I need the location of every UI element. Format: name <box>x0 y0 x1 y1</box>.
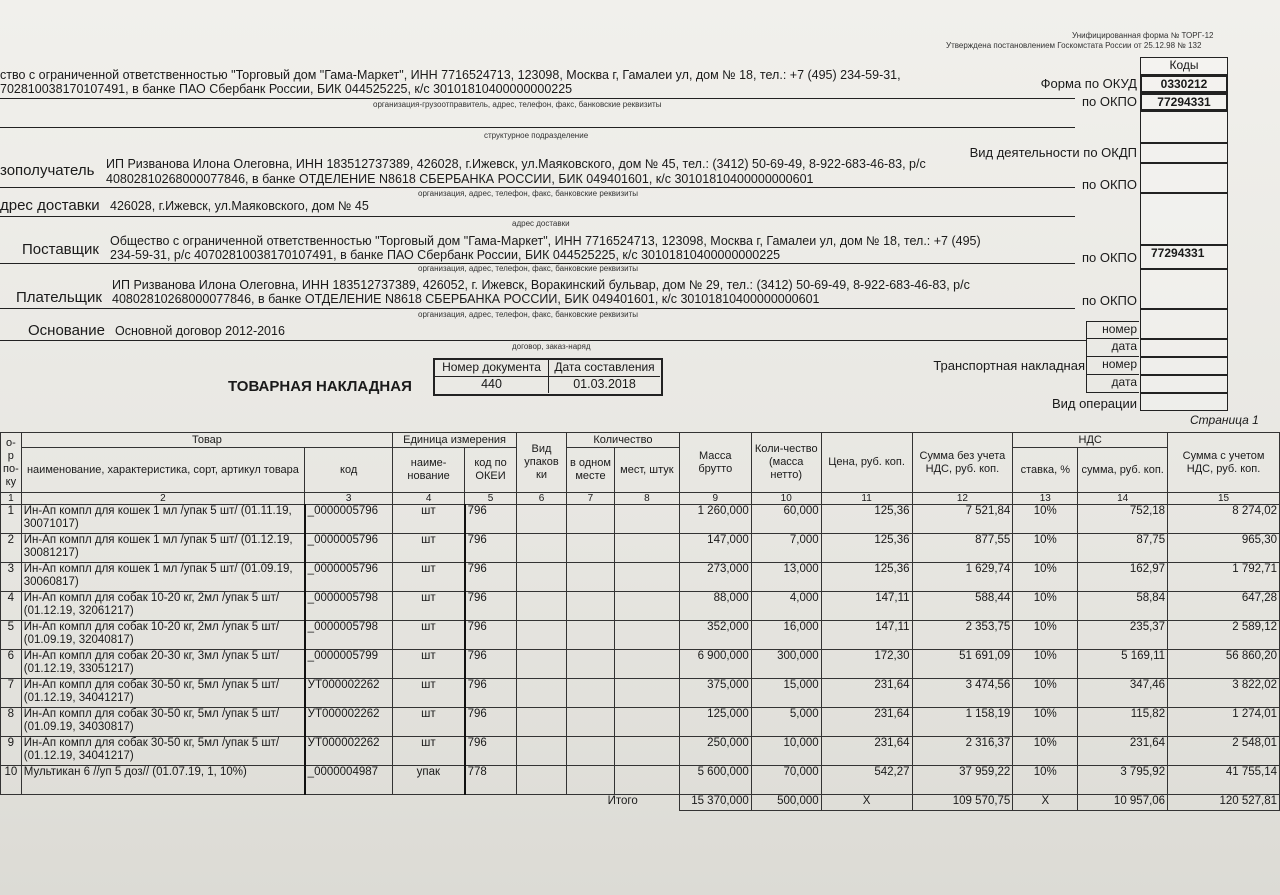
item-pack <box>517 766 567 795</box>
total-sum: 109 570,75 <box>912 795 1013 811</box>
item-unit: шт <box>393 592 465 621</box>
item-price: 147,11 <box>821 592 912 621</box>
item-net: 10,000 <box>751 737 821 766</box>
item-vat: 347,46 <box>1078 679 1168 708</box>
payer-line2: 40802810268000077846, в банке ОТДЕЛЕНИЕ N8618 СБЕРБАНКА РОССИИ, БИК 049401601, к/с 30101810400000000601 <box>112 292 820 306</box>
item-vat: 58,84 <box>1078 592 1168 621</box>
item-total: 8 274,02 <box>1168 505 1280 534</box>
item-total: 2 548,01 <box>1168 737 1280 766</box>
table-row <box>1 708 1280 737</box>
item-price: 172,30 <box>821 650 912 679</box>
item-total: 1 792,71 <box>1168 563 1280 592</box>
item-qty-places <box>614 650 679 679</box>
item-qty-places <box>614 534 679 563</box>
subdivision-caption: структурное подразделение <box>484 131 589 140</box>
item-code: УТ000002262 <box>305 737 393 766</box>
payer-label: Плательщик <box>16 289 102 306</box>
total-rate: X <box>1013 795 1078 811</box>
item-total: 1 274,01 <box>1168 708 1280 737</box>
okpo-label: по ОКПО <box>1081 94 1137 109</box>
item-qty-place <box>566 708 614 737</box>
okpo3-code: 77294331 <box>1140 245 1228 269</box>
item-unit: шт <box>393 708 465 737</box>
col-header-vat-sum: сумма, руб. коп. <box>1078 448 1168 493</box>
okpo4-label: по ОКПО <box>1081 293 1137 308</box>
item-sum: 2 353,75 <box>912 621 1013 650</box>
row-number: 4 <box>1 592 22 621</box>
operation-code <box>1140 393 1228 411</box>
total-label: Итого <box>607 795 638 807</box>
basis-date-code <box>1140 339 1228 357</box>
col-header-qty-places: мест, штук <box>614 448 679 493</box>
item-vat: 87,75 <box>1078 534 1168 563</box>
row-number: 10 <box>1 766 22 795</box>
item-okei: 796 <box>465 708 517 737</box>
transport-date-label: дата <box>1087 375 1139 393</box>
item-okei: 796 <box>465 563 517 592</box>
item-pack <box>517 679 567 708</box>
item-qty-places <box>614 592 679 621</box>
row-number: 5 <box>1 621 22 650</box>
item-price: 231,64 <box>821 679 912 708</box>
basis-underline <box>0 340 1086 341</box>
document-date: 01.03.2018 <box>573 377 636 391</box>
item-okei: 796 <box>465 534 517 563</box>
column-number: 15 <box>1168 493 1280 505</box>
goods-rows <box>1 505 1280 795</box>
item-name: Ин-Ап компл для собак 30-50 кг, 5мл /упак 5 шт/ (01.12.19, 34041217) <box>21 737 304 766</box>
item-net: 300,000 <box>751 650 821 679</box>
item-vat-rate: 10% <box>1013 679 1078 708</box>
basis-caption: договор, заказ-наряд <box>512 342 591 351</box>
item-unit: шт <box>393 737 465 766</box>
okud-code: 0330212 <box>1140 75 1228 93</box>
item-unit: шт <box>393 563 465 592</box>
item-unit: шт <box>393 534 465 563</box>
item-gross: 6 900,000 <box>679 650 751 679</box>
col-header-price: Цена, руб. коп. <box>821 433 912 493</box>
column-number: 1 <box>1 493 22 505</box>
item-unit: шт <box>393 650 465 679</box>
item-gross: 375,000 <box>679 679 751 708</box>
item-unit: шт <box>393 679 465 708</box>
item-price: 147,11 <box>821 621 912 650</box>
item-sum: 877,55 <box>912 534 1013 563</box>
column-number: 13 <box>1013 493 1078 505</box>
item-qty-place <box>566 592 614 621</box>
item-okei: 796 <box>465 737 517 766</box>
column-number: 12 <box>912 493 1013 505</box>
item-vat: 231,64 <box>1078 737 1168 766</box>
item-total: 41 755,14 <box>1168 766 1280 795</box>
table-row <box>1 505 1280 534</box>
item-code: _0000005798 <box>305 592 393 621</box>
operation-label: Вид операции <box>1051 396 1137 411</box>
item-unit: шт <box>393 505 465 534</box>
delivery-underline <box>0 216 1075 217</box>
item-qty-places <box>614 737 679 766</box>
item-vat-rate: 10% <box>1013 737 1078 766</box>
row-number: 6 <box>1 650 22 679</box>
item-code: _0000005796 <box>305 563 393 592</box>
item-price: 231,64 <box>821 708 912 737</box>
delivery-caption: адрес доставки <box>512 219 570 228</box>
transport-number-code <box>1140 357 1228 375</box>
item-okei: 796 <box>465 650 517 679</box>
item-name: Ин-Ап компл для собак 10-20 кг, 2мл /упак 5 шт/ (01.12.19, 32061217) <box>21 592 304 621</box>
table-row <box>1 621 1280 650</box>
row-number: 9 <box>1 737 22 766</box>
basis-value: Основной договор 2012-2016 <box>115 324 285 338</box>
item-gross: 88,000 <box>679 592 751 621</box>
item-qty-places <box>614 563 679 592</box>
table-row <box>1 737 1280 766</box>
table-row <box>1 650 1280 679</box>
delivery-value: 426028, г.Ижевск, ул.Маяковского, дом № 45 <box>110 199 369 213</box>
total-gross: 15 370,000 <box>679 795 751 811</box>
column-number: 9 <box>679 493 751 505</box>
item-pack <box>517 708 567 737</box>
item-code: _0000005798 <box>305 621 393 650</box>
col-header-unit: Единица измерения <box>393 433 517 448</box>
col-header-sum-vat: Сумма с учетом НДС, руб. коп. <box>1168 433 1280 493</box>
item-gross: 5 600,000 <box>679 766 751 795</box>
table-row <box>1 592 1280 621</box>
item-pack <box>517 563 567 592</box>
consignee-label: зополучатель <box>0 162 95 179</box>
item-price: 125,36 <box>821 534 912 563</box>
basis-label: Основание <box>28 322 105 339</box>
transport-date-code <box>1140 375 1228 393</box>
okpo3-label: по ОКПО <box>1081 250 1137 265</box>
supplier-caption: организация, адрес, телефон, факс, банковские реквизиты <box>418 264 638 273</box>
document-number: 440 <box>435 377 549 393</box>
col-header-goods: Товар <box>21 433 392 448</box>
item-sum: 588,44 <box>912 592 1013 621</box>
col-header-vat: НДС <box>1013 433 1168 448</box>
item-net: 4,000 <box>751 592 821 621</box>
item-qty-places <box>614 766 679 795</box>
codes-title: Коды <box>1140 57 1228 75</box>
item-unit: шт <box>393 621 465 650</box>
item-vat-rate: 10% <box>1013 621 1078 650</box>
col-header-qty-place: в одном месте <box>566 448 614 493</box>
item-sum: 2 316,37 <box>912 737 1013 766</box>
row-number: 1 <box>1 505 22 534</box>
okpo-code: 77294331 <box>1140 93 1228 111</box>
total-net: 500,000 <box>751 795 821 811</box>
item-name: Ин-Ап компл для кошек 1 мл /упак 5 шт/ (01.11.19, 30071017) <box>21 505 304 534</box>
item-sum: 1 629,74 <box>912 563 1013 592</box>
item-net: 70,000 <box>751 766 821 795</box>
item-total: 56 860,20 <box>1168 650 1280 679</box>
consignor-caption: организация-грузоотправитель, адрес, телефон, факс, банковские реквизиты <box>373 100 662 109</box>
form-approval-caption: Утверждена постановлением Госкомстата России от 25.12.98 № 132 <box>946 41 1202 50</box>
item-qty-place <box>566 563 614 592</box>
column-number: 7 <box>566 493 614 505</box>
document-number-label: Номер документа <box>435 360 549 377</box>
row-number: 3 <box>1 563 22 592</box>
item-net: 16,000 <box>751 621 821 650</box>
item-vat: 235,37 <box>1078 621 1168 650</box>
item-qty-place <box>566 505 614 534</box>
item-price: 125,36 <box>821 563 912 592</box>
item-vat-rate: 10% <box>1013 505 1078 534</box>
consignor-underline <box>0 98 1075 99</box>
table-row <box>1 766 1280 795</box>
okdp-label: Вид деятельности по ОКДП <box>969 145 1137 160</box>
item-vat-rate: 10% <box>1013 650 1078 679</box>
consignee-caption: организация, адрес, телефон, факс, банковские реквизиты <box>418 189 638 198</box>
item-name: Ин-Ап компл для кошек 1 мл /упак 5 шт/ (01.12.19, 30081217) <box>21 534 304 563</box>
total-sum-vat: 120 527,81 <box>1168 795 1280 811</box>
column-number: 5 <box>465 493 517 505</box>
col-header-vat-rate: ставка, % <box>1013 448 1078 493</box>
payer-line1: ИП Ризванова Илона Олеговна, ИНН 183512737389, 426052, г. Ижевск, Воракинский бульвар, дом № 29, тел.: (3412) 50-69-49, 8-922-683-46-83, р/с <box>112 278 970 292</box>
column-number: 14 <box>1078 493 1168 505</box>
item-vat: 3 795,92 <box>1078 766 1168 795</box>
item-price: 231,64 <box>821 737 912 766</box>
column-number: 10 <box>751 493 821 505</box>
document-date-label: Дата составления <box>549 360 660 377</box>
delivery-label: дрес доставки <box>0 197 100 214</box>
item-code: _0000005796 <box>305 534 393 563</box>
item-code: _0000005799 <box>305 650 393 679</box>
item-name: Ин-Ап компл для кошек 1 мл /упак 5 шт/ (01.09.19, 30060817) <box>21 563 304 592</box>
consignee-line1: ИП Ризванова Илона Олеговна, ИНН 183512737389, 426028, г.Ижевск, ул.Маяковского, дом № 45, тел.: (3412) 50-69-49, 8-922-683-46-83, р/с <box>106 157 926 171</box>
item-qty-place <box>566 737 614 766</box>
item-vat: 752,18 <box>1078 505 1168 534</box>
item-vat: 115,82 <box>1078 708 1168 737</box>
item-pack <box>517 650 567 679</box>
item-vat-rate: 10% <box>1013 708 1078 737</box>
payer-underline <box>0 308 1075 309</box>
item-name: Ин-Ап компл для собак 20-30 кг, 3мл /упак 5 шт/ (01.12.19, 33051217) <box>21 650 304 679</box>
basis-number-label: номер <box>1087 321 1139 339</box>
transport-number-label: номер <box>1087 357 1139 375</box>
item-qty-place <box>566 534 614 563</box>
item-qty-place <box>566 650 614 679</box>
item-vat: 162,97 <box>1078 563 1168 592</box>
item-okei: 796 <box>465 621 517 650</box>
okpo2-label: по ОКПО <box>1081 177 1137 192</box>
okpo2-code <box>1140 163 1228 193</box>
consignor-line1: ство с ограниченной ответственностью "Торговый дом "Гама-Маркет", ИНН 7716524713, 123098, Москва г, Гамалеи ул, дом № 18, тел.: +7 (495) 234-59-31, <box>0 68 901 82</box>
basis-date-label: дата <box>1087 339 1139 357</box>
okud-label: Форма по ОКУД <box>1040 76 1137 91</box>
col-header-unit-okei: код по ОКЕИ <box>465 448 517 493</box>
item-okei: 796 <box>465 505 517 534</box>
column-number: 2 <box>21 493 304 505</box>
okdp-code <box>1140 143 1228 163</box>
row-number: 7 <box>1 679 22 708</box>
item-pack <box>517 505 567 534</box>
item-code: УТ000002262 <box>305 679 393 708</box>
table-row <box>1 534 1280 563</box>
column-number: 8 <box>614 493 679 505</box>
item-qty-places <box>614 679 679 708</box>
item-gross: 1 260,000 <box>679 505 751 534</box>
col-header-qty: Количество <box>566 433 679 448</box>
item-sum: 1 158,19 <box>912 708 1013 737</box>
subdivision-underline <box>0 127 1075 128</box>
col-header-net: Коли-чество (масса нетто) <box>751 433 821 493</box>
item-code: УТ000002262 <box>305 708 393 737</box>
column-number: 6 <box>517 493 567 505</box>
document-title: ТОВАРНАЯ НАКЛАДНАЯ <box>228 378 412 395</box>
item-vat: 5 169,11 <box>1078 650 1168 679</box>
item-vat-rate: 10% <box>1013 534 1078 563</box>
col-header-unit-name: наиме-нование <box>393 448 465 493</box>
consignee-line2: 40802810268000077846, в банке ОТДЕЛЕНИЕ N8618 СБЕРБАНКА РОССИИ, БИК 049401601, к/с 30101810400000000601 <box>106 172 814 186</box>
okpo4-code <box>1140 269 1228 309</box>
item-qty-place <box>566 766 614 795</box>
item-net: 7,000 <box>751 534 821 563</box>
item-qty-places <box>614 621 679 650</box>
supplier-label: Поставщик <box>22 241 99 258</box>
item-net: 13,000 <box>751 563 821 592</box>
item-vat-rate: 10% <box>1013 592 1078 621</box>
item-vat-rate: 10% <box>1013 766 1078 795</box>
item-name: Ин-Ап компл для собак 30-50 кг, 5мл /упак 5 шт/ (01.09.19, 34030817) <box>21 708 304 737</box>
item-pack <box>517 592 567 621</box>
item-sum: 3 474,56 <box>912 679 1013 708</box>
transport-label: Транспортная накладная <box>933 358 1085 373</box>
form-type-caption: Унифицированная форма № ТОРГ-12 <box>1072 31 1214 40</box>
item-net: 5,000 <box>751 708 821 737</box>
item-code: _0000005796 <box>305 505 393 534</box>
item-pack <box>517 737 567 766</box>
table-row <box>1 679 1280 708</box>
item-price: 542,27 <box>821 766 912 795</box>
item-okei: 778 <box>465 766 517 795</box>
item-net: 60,000 <box>751 505 821 534</box>
column-number: 3 <box>305 493 393 505</box>
item-price: 125,36 <box>821 505 912 534</box>
col-header-goods-code: код <box>305 448 393 493</box>
consignor-line2: 702810038170107491, в банке ПАО Сбербанк России, БИК 044525225, к/с 30101810400000000225 <box>0 82 573 96</box>
basis-number-code <box>1140 309 1228 339</box>
row-number: 8 <box>1 708 22 737</box>
item-name: Мультикан 6 //уп 5 доз// (01.07.19, 1, 10%) <box>21 766 304 795</box>
col-header-gross: Масса брутто <box>679 433 751 493</box>
code-cell-empty <box>1140 193 1228 245</box>
row-number: 2 <box>1 534 22 563</box>
column-numbers-row <box>1 493 1280 505</box>
document-number-box <box>433 358 663 396</box>
item-total: 647,28 <box>1168 592 1280 621</box>
col-header-no: о-р по-ку <box>1 433 22 493</box>
item-total: 2 589,12 <box>1168 621 1280 650</box>
item-sum: 37 959,22 <box>912 766 1013 795</box>
col-header-sum-novat: Сумма без учета НДС, руб. коп. <box>912 433 1013 493</box>
supplier-line1: Общество с ограниченной ответственностью "Торговый дом "Гама-Маркет", ИНН 7716524713, 123098, Москва г, Гамалеи ул, дом № 18, тел.: +7 (495) <box>110 234 981 248</box>
basis-subcodes <box>1086 321 1139 393</box>
consignee-underline <box>0 187 1075 188</box>
total-row <box>1 795 1280 811</box>
item-unit: упак <box>393 766 465 795</box>
item-total: 3 822,02 <box>1168 679 1280 708</box>
item-okei: 796 <box>465 592 517 621</box>
item-qty-place <box>566 679 614 708</box>
item-gross: 147,000 <box>679 534 751 563</box>
page-number: Страница 1 <box>1190 413 1259 427</box>
column-number: 11 <box>821 493 912 505</box>
item-net: 15,000 <box>751 679 821 708</box>
item-okei: 796 <box>465 679 517 708</box>
code-cell-empty <box>1140 111 1228 143</box>
total-vat: 10 957,06 <box>1078 795 1168 811</box>
item-vat-rate: 10% <box>1013 563 1078 592</box>
item-gross: 352,000 <box>679 621 751 650</box>
item-name: Ин-Ап компл для собак 10-20 кг, 2мл /упак 5 шт/ (01.09.19, 32040817) <box>21 621 304 650</box>
col-header-pack: Вид упаков ки <box>517 433 567 493</box>
item-sum: 51 691,09 <box>912 650 1013 679</box>
table-row <box>1 563 1280 592</box>
item-code: _0000004987 <box>305 766 393 795</box>
item-pack <box>517 621 567 650</box>
payer-caption: организация, адрес, телефон, факс, банковские реквизиты <box>418 310 638 319</box>
item-gross: 273,000 <box>679 563 751 592</box>
item-total: 965,30 <box>1168 534 1280 563</box>
item-sum: 7 521,84 <box>912 505 1013 534</box>
total-price: X <box>821 795 912 811</box>
supplier-line2: 234-59-31, р/с 40702810038170107491, в банке ПАО Сбербанк России, БИК 044525225, к/с 30101810400000000225 <box>110 248 781 262</box>
item-name: Ин-Ап компл для собак 30-50 кг, 5мл /упак 5 шт/ (01.12.19, 34041217) <box>21 679 304 708</box>
col-header-goods-name: наименование, характеристика, сорт, артикул товара <box>21 448 304 493</box>
goods-table <box>0 432 1280 811</box>
item-pack <box>517 534 567 563</box>
item-qty-places <box>614 505 679 534</box>
item-qty-place <box>566 621 614 650</box>
item-gross: 125,000 <box>679 708 751 737</box>
column-number: 4 <box>393 493 465 505</box>
item-gross: 250,000 <box>679 737 751 766</box>
item-qty-places <box>614 708 679 737</box>
